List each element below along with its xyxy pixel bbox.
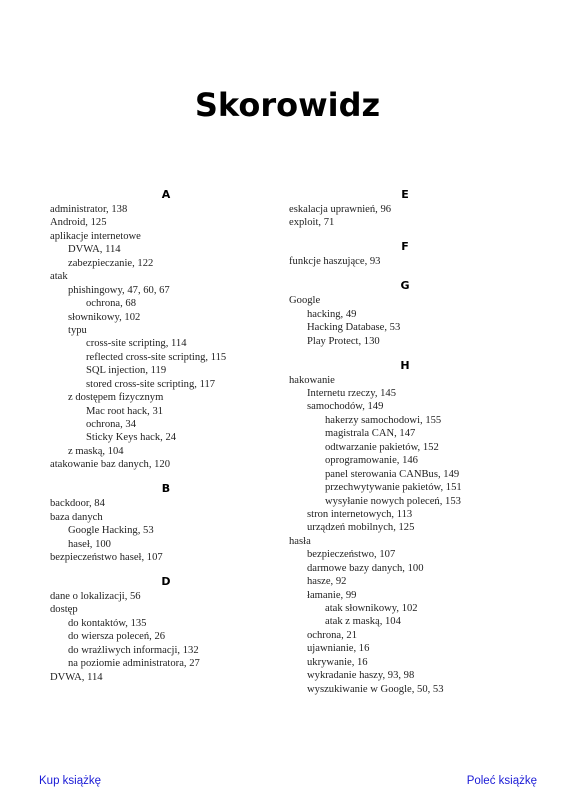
- page-title: Skorowidz: [194, 86, 381, 124]
- index-entry: Android, 125: [50, 217, 107, 229]
- index-entry: odtwarzanie pakietów, 152: [325, 441, 439, 453]
- index-entry: Google Hacking, 53: [68, 525, 154, 537]
- index-entry: do kontaktów, 135: [68, 617, 147, 629]
- recommend-book-link[interactable]: Poleć książkę: [466, 775, 537, 787]
- index-entry: Hacking Database, 53: [307, 322, 401, 334]
- index-entry: SQL injection, 119: [86, 365, 167, 377]
- index-section-b: [50, 481, 282, 564]
- index-entry: reflected cross-site scripting, 115: [86, 351, 227, 363]
- index-entry: z maską, 104: [68, 445, 124, 457]
- index-entry: atak z maską, 104: [325, 616, 401, 628]
- index-section-d: [50, 574, 282, 684]
- index-entry: stron internetowych, 113: [307, 508, 413, 520]
- index-entry: baza danych: [50, 511, 103, 523]
- index-entry: ukrywanie, 16: [307, 656, 368, 668]
- index-entry: administrator, 138: [50, 204, 128, 215]
- index-entry: atakowanie baz danych, 120: [50, 459, 171, 471]
- index-entry: aplikacje internetowe: [50, 230, 141, 242]
- index-column-left: [50, 187, 282, 694]
- index-entry: bezpieczeństwo, 107: [307, 549, 396, 561]
- index-entry: urządzeń mobilnych, 125: [307, 522, 415, 534]
- index-entry: Sticky Keys hack, 24: [86, 432, 177, 444]
- index-entry: magistrala CAN, 147: [325, 428, 416, 440]
- section-letter: F: [401, 240, 409, 254]
- section-letter: H: [400, 358, 410, 372]
- index-entry: backdoor, 84: [50, 498, 105, 510]
- index-entry: ochrona, 68: [86, 298, 137, 310]
- index-entry: do wrażliwych informacji, 132: [68, 644, 199, 656]
- index-entry: zabezpieczanie, 122: [68, 257, 154, 269]
- index-entry: exploit, 71: [289, 217, 335, 229]
- index-entry: Mac root hack, 31: [86, 405, 164, 417]
- index-entry: eskalacja uprawnień, 96: [289, 204, 392, 215]
- index-entry: przechwytywanie pakietów, 151: [325, 482, 462, 494]
- index-entry: Google: [289, 295, 321, 307]
- index-entry: phishingowy, 47, 60, 67: [68, 284, 170, 296]
- index-entry: na poziomie administratora, 27: [68, 658, 200, 670]
- index-entry: samochodów, 149: [307, 401, 384, 413]
- index-entry: wyszukiwanie w Google, 50, 53: [307, 683, 444, 695]
- index-entry: atak: [50, 271, 68, 283]
- index-entry: ochrona, 34: [86, 419, 137, 430]
- index-section-g: [289, 278, 521, 348]
- index-entry: wykradanie haszy, 93, 98: [307, 670, 415, 682]
- index-entry: hacking, 49: [307, 308, 357, 320]
- index-column-right: [289, 187, 521, 706]
- index-entry: funkcje haszujące, 93: [289, 256, 381, 268]
- index-entry: cross-site scripting, 114: [86, 338, 187, 350]
- index-entry: DVWA, 114: [50, 671, 103, 683]
- index-entry: haseł, 100: [68, 538, 111, 550]
- section-letter: G: [400, 279, 410, 293]
- index-entry: Internetu rzeczy, 145: [307, 388, 397, 399]
- index-entry: dostęp: [50, 604, 78, 616]
- index-entry: z dostępem fizycznym: [68, 392, 164, 404]
- index-entry: DVWA, 114: [68, 244, 121, 256]
- buy-book-link[interactable]: Kup książkę: [39, 775, 102, 787]
- index-entry: wysyłanie nowych poleceń, 153: [325, 495, 461, 507]
- index-entry: hasła: [289, 535, 311, 547]
- section-letter: E: [401, 188, 409, 201]
- index-section-h: [289, 358, 521, 697]
- index-entry: Play Protect, 130: [307, 335, 380, 347]
- index-entry: hasze, 92: [307, 576, 347, 588]
- index-entry: dane o lokalizacji, 56: [50, 590, 141, 602]
- index-section-f: [289, 239, 521, 268]
- index-entry: hakowanie: [289, 374, 335, 386]
- section-letter: A: [161, 188, 171, 201]
- section-letter: B: [161, 482, 171, 496]
- index-entry: ochrona, 21: [307, 629, 358, 641]
- section-letter: D: [161, 574, 171, 588]
- index-entry: darmowe bazy danych, 100: [307, 562, 424, 574]
- index-section-e: [289, 187, 521, 230]
- index-entry: hakerzy samochodowi, 155: [325, 414, 442, 426]
- index-entry: do wiersza poleceń, 26: [68, 631, 166, 643]
- index-entry: łamanie, 99: [307, 589, 357, 601]
- index-entry: ujawnianie, 16: [307, 643, 370, 655]
- index-section-a: [50, 187, 282, 472]
- index-entry: panel sterowania CANBus, 149: [325, 468, 460, 480]
- index-entry: typu: [68, 324, 87, 336]
- index-entry: atak słownikowy, 102: [325, 603, 418, 614]
- index-entry: oprogramowanie, 146: [325, 455, 418, 467]
- index-entry: bezpieczeństwo haseł, 107: [50, 552, 163, 563]
- index-entry: stored cross-site scripting, 117: [86, 378, 216, 390]
- index-entry: słownikowy, 102: [68, 311, 141, 323]
